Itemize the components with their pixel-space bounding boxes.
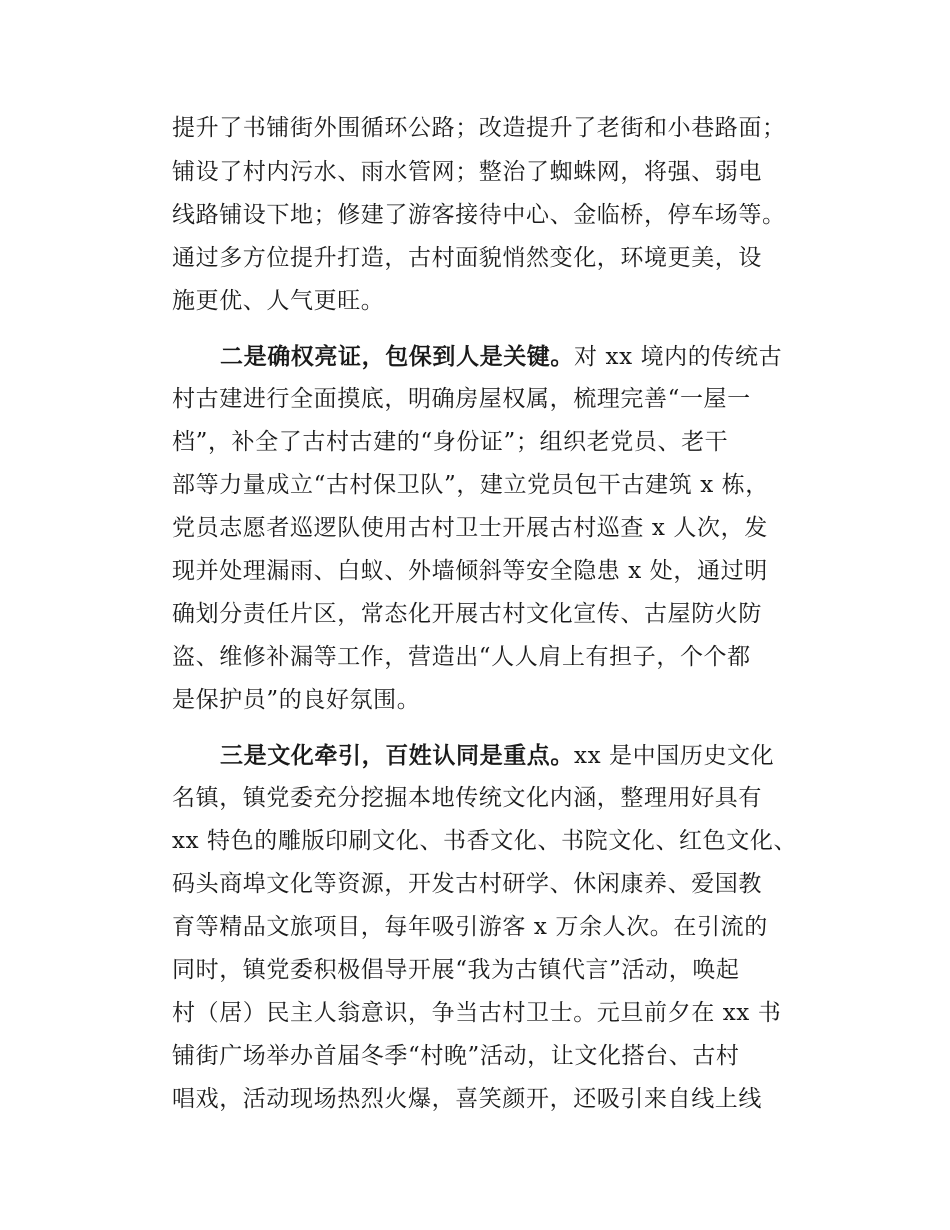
paragraph-heading: 三是文化牵引，百姓认同是重点。 (220, 742, 574, 769)
body-text-line: 通过多方位提升打造，古村面貌悄然变化，环境更美，设 (172, 245, 762, 271)
body-text-line: 码头商埠文化等资源，开发古村研学、休闲康养、爱国教 (172, 871, 762, 897)
body-text-line: 确划分责任片区，常态化开展古村文化宣传、古屋防火防 (172, 601, 762, 627)
body-text-line: 施更优、人气更旺。 (172, 288, 385, 314)
body-text-line: 档”，补全了古村古建的“身份证”；组织老党员、老干 (172, 429, 729, 455)
body-text-line: 党员志愿者巡逻队使用古村卫士开展古村巡查 x 人次，发 (172, 515, 768, 541)
paragraph-first-line (220, 345, 782, 369)
body-text-line: 是保护员”的良好氛围。 (172, 687, 421, 713)
body-text-line: 铺街广场举办首届冬季“村晚”活动，让文化搭台、古村 (172, 1043, 740, 1069)
body-text-line: 村古建进行全面摸底，明确房屋权属，梳理完善“一屋一 (172, 386, 751, 412)
body-text-span: xx 是中国历史文化 (574, 743, 775, 769)
paragraph-first-line (220, 744, 774, 768)
body-text-line: 提升了书铺街外围循环公路；改造提升了老街和小巷路面； (172, 115, 786, 141)
body-text-line: 线路铺设下地；修建了游客接待中心、金临桥，停车场等。 (172, 202, 786, 228)
paragraph-heading: 二是确权亮证，包保到人是关键。 (220, 343, 574, 370)
body-text-line: xx 特色的雕版印刷文化、书香文化、书院文化、红色文化、 (172, 828, 798, 854)
body-text-line: 盗、维修补漏等工作，营造出“人人肩上有担子，个个都 (172, 644, 751, 670)
body-text-span: 对 xx 境内的传统古 (574, 344, 783, 370)
body-text-line: 育等精品文旅项目，每年吸引游客 x 万余人次。在引流的 (172, 914, 768, 940)
body-text-line: 名镇，镇党委充分挖掘本地传统文化内涵，整理用好具有 (172, 785, 762, 811)
body-text-line: 唱戏，活动现场热烈火爆，喜笑颜开，还吸引来自线上线 (172, 1086, 762, 1112)
body-text-line: 村（居）民主人翁意识，争当古村卫士。元旦前夕在 xx 书 (172, 1000, 782, 1026)
body-text-line: 同时，镇党委积极倡导开展“我为古镇代言”活动，唤起 (172, 957, 740, 983)
body-text-line: 现并处理漏雨、白蚁、外墙倾斜等安全隐患 x 处，通过明 (172, 558, 768, 584)
body-text-line: 铺设了村内污水、雨水管网；整治了蜘蛛网，将强、弱电 (172, 159, 762, 185)
body-text-line: 部等力量成立“古村保卫队”，建立党员包干古建筑 x 栋， (172, 472, 769, 498)
